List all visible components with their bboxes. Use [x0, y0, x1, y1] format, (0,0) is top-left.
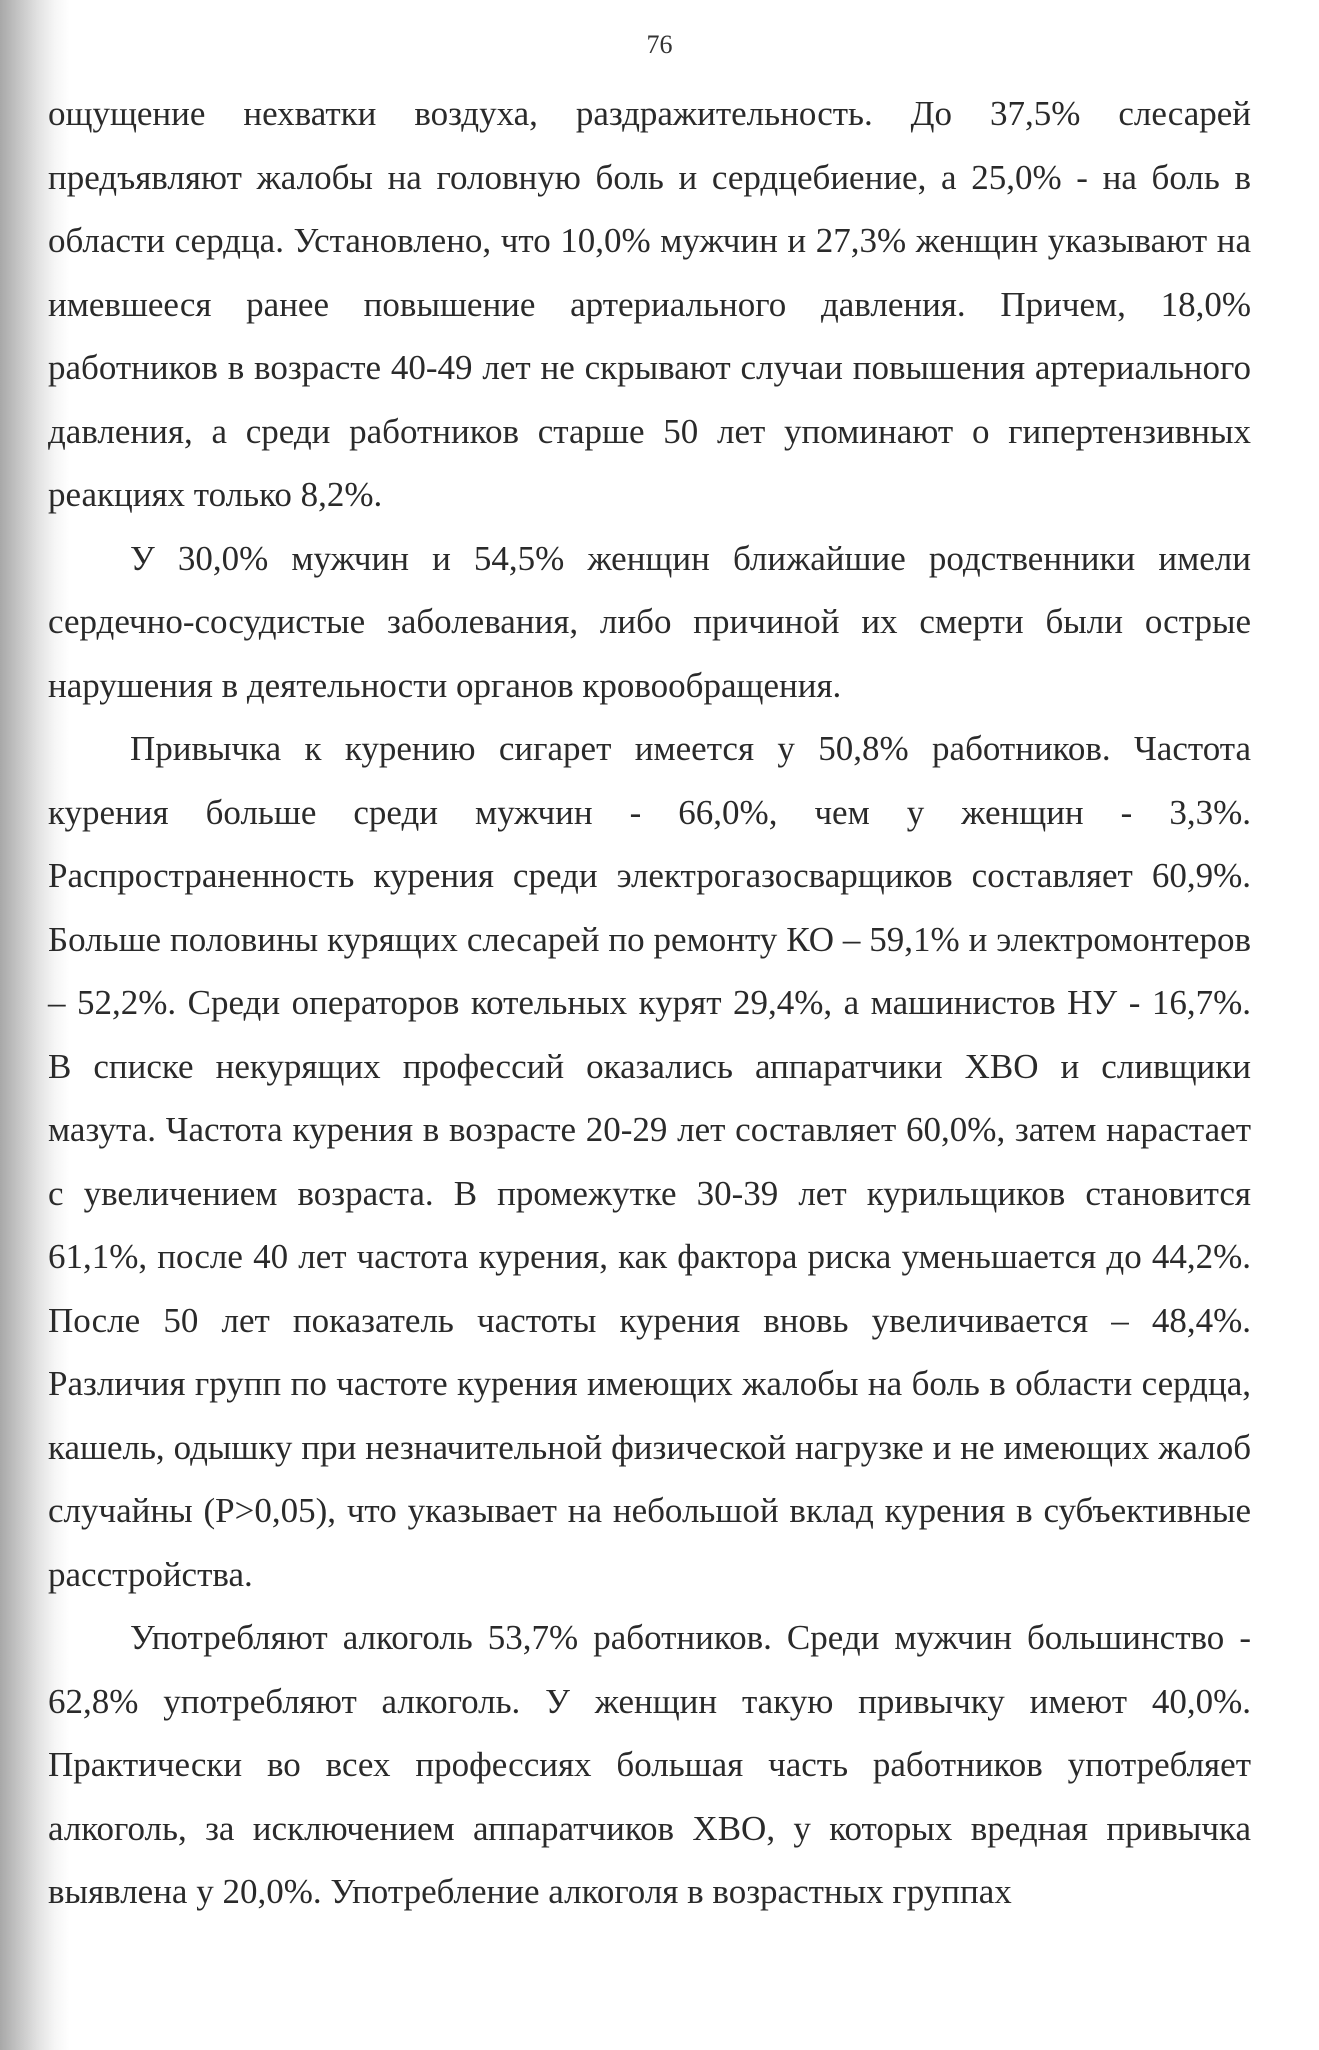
- paragraph-heredity: У 30,0% мужчин и 54,5% женщин ближайшие родственники имели сердечно-сосудистые заболевания, либо причиной их смерти были острые нарушения в деятельности органов кровообращения.: [48, 538, 1251, 705]
- paragraph-alcohol: Употребляют алкоголь 53,7% работников. Среди мужчин большинство - 62,8% употребляют алкоголь. У женщин такую привычку имеют 40,0%. Практически во всех профессиях большая часть работников употребляет алкоголь, за исключением аппаратчиков ХВО, у которых вредная привычка выявлена у 20,0%. Употребление алкоголя в возрастных группах: [48, 1618, 1251, 1911]
- page-body: [48, 82, 1251, 1924]
- paragraph-smoking: Привычка к курению сигарет имеется у 50,8% работников. Частота курения больше среди мужчин - 66,0%, чем у женщин - 3,3%. Распространенность курения среди электрогазосварщиков составляет 60,9%. Больше половины курящих слесарей по ремонту КО – 59,1% и электромонтеров – 52,2%. Среди операторов котельных курят 29,4%, а машинистов НУ - 16,7%. В списке некурящих профессий оказались аппаратчики ХВО и сливщики мазута. Частота курения в возрасте 20-29 лет составляет 60,0%, затем нарастает с увеличением возраста. В промежутке 30-39 лет курильщиков становится 61,1%, после 40 лет частота курения, как фактора риска уменьшается до 44,2%. После 50 лет показатель частоты курения вновь увеличивается – 48,4%. Различия групп по частоте курения имеющих жалобы на боль в области сердца, кашель, одышку при незначительной физической нагрузке и не имеющих жалоб случайны (Р>0,05), что указывает на небольшой вклад курения в субъективные расстройства.: [48, 729, 1251, 1594]
- page-number: 76: [646, 30, 673, 59]
- paragraph-symptoms: ощущение нехватки воздуха, раздражительность. До 37,5% слесарей предъявляют жалобы на головную боль и сердцебиение, а 25,0% - на боль в области сердца. Установлено, что 10,0% мужчин и 27,3% женщин указывают на имевшееся ранее повышение артериального давления. Причем, 18,0% работников в возрасте 40-49 лет не скрывают случаи повышения артериального давления, а среди работников старше 50 лет упоминают о гипертензивных реакциях только 8,2%.: [48, 94, 1251, 514]
